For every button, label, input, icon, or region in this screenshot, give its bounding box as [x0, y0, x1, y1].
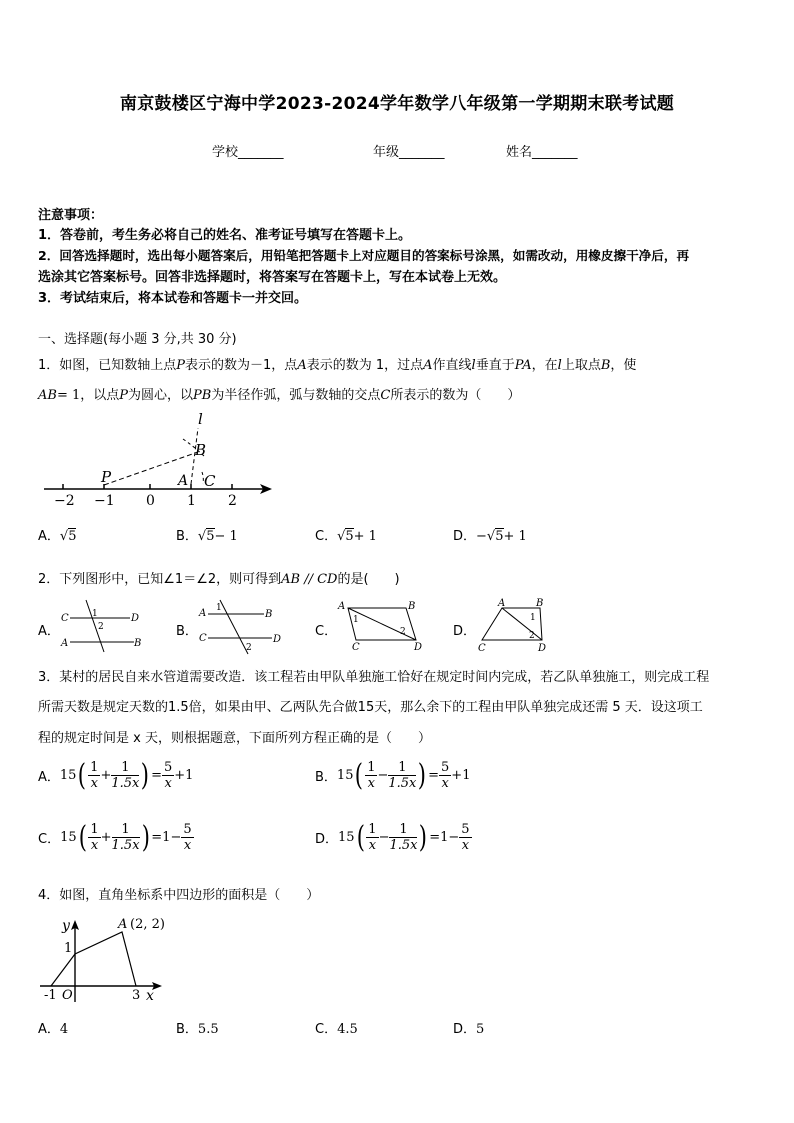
notice-item-3: 3．考试结束后，将本试卷和答题卡一并交回。	[38, 291, 308, 306]
q1-line-1: 1．如图，已知数轴上点P表示的数为－1，点A表示的数为 1，过点A作直线l垂直于PA，在l上取点B，使	[38, 358, 637, 373]
svg-text:D: D	[538, 643, 547, 654]
svg-text:1: 1	[353, 615, 359, 625]
q2-figure-a	[58, 598, 148, 654]
name-field: 姓名_______	[506, 145, 578, 160]
q3-option-a[interactable]: A． 15 ( $\frac{1}{x}$ + $\frac{1}{1.5x}$ ) = $\frac{5}{x}$ +1	[38, 757, 194, 793]
svg-text:D: D	[414, 642, 423, 653]
q1-option-b[interactable]: B．√5− 1	[176, 529, 238, 544]
notice-heading: 注意事项：	[38, 208, 104, 223]
svg-text:A: A	[199, 608, 207, 619]
svg-text:1: 1	[216, 603, 222, 613]
svg-text:x: x	[146, 988, 154, 1004]
svg-text:C: C	[478, 643, 486, 654]
notice-item-2b: 选涂其它答案标号。回答非选择题时，将答案写在答题卡上，写在本试卷上无效。	[38, 270, 507, 285]
q2-figure-b	[196, 598, 292, 656]
q1-line-2: AB= 1，以点P为圆心，以PB为半径作弧，弧与数轴的交点C所表示的数为（ ）	[38, 388, 521, 403]
svg-text:3: 3	[132, 988, 141, 1003]
q1-number-line-figure	[38, 408, 278, 512]
q3-line-3: 程的规定时间是 x 天，则根据题意，下面所列方程正确的是（ ）	[38, 731, 431, 746]
svg-text:1: 1	[530, 613, 536, 623]
q1-option-a[interactable]: A．√5	[38, 529, 77, 544]
svg-text:2: 2	[98, 622, 104, 632]
q1-option-c[interactable]: C．√5+ 1	[315, 529, 377, 544]
q2-option-a[interactable]: A．	[38, 624, 60, 639]
svg-text:C: C	[352, 642, 360, 653]
q3-option-b[interactable]: B． 15 ( $\frac{1}{x}$ − $\frac{1}{1.5x}$ ) = $\frac{5}{x}$ +1	[315, 757, 471, 793]
svg-text:1: 1	[64, 941, 73, 956]
svg-text:1: 1	[92, 609, 98, 619]
tick-label: −2	[54, 493, 75, 509]
svg-text:A: A	[118, 917, 128, 932]
q2-stem: 2．下列图形中，已知∠1＝∠2，则可得到AB // CD的是( )	[38, 572, 400, 587]
svg-text:(2, 2): (2, 2)	[130, 917, 165, 932]
svg-text:B: B	[536, 598, 544, 609]
q4-stem: 4．如图，直角坐标系中四边形的面积是（ ）	[38, 888, 320, 903]
q1-option-d[interactable]: D．−√5+ 1	[453, 529, 527, 544]
svg-text:A: A	[61, 638, 69, 649]
label-p: P	[101, 468, 112, 486]
svg-text:B: B	[265, 609, 273, 620]
q3-line-2: 所需天数是规定天数的1.5倍，如果由甲、乙两队先合做15天，那么余下的工程由甲队单独完成还需 5 天．设这项工	[38, 700, 703, 715]
q4-option-d[interactable]: D．5	[453, 1022, 485, 1037]
q3-option-c[interactable]: C． 15 ( $\frac{1}{x}$ + $\frac{1}{1.5x}$ ) = 1− $\frac{5}{x}$	[38, 819, 192, 855]
label-b: B	[195, 441, 207, 459]
tick-label: 0	[146, 493, 155, 509]
q4-coordinate-figure	[38, 910, 178, 1006]
q2-figure-d	[474, 598, 564, 654]
svg-text:2: 2	[246, 643, 252, 653]
label-c: C	[204, 472, 216, 490]
q2-figure-c	[336, 598, 426, 654]
svg-text:C: C	[199, 633, 207, 644]
svg-text:2: 2	[529, 631, 535, 641]
svg-text:B: B	[408, 601, 416, 612]
q3-line-1: 3．某村的居民自来水管道需要改造．该工程若由甲队单独施工恰好在规定时间内完成，若乙队单独施工，则完成工程	[38, 670, 710, 685]
tick-label: −1	[94, 493, 115, 509]
svg-text:A: A	[338, 601, 346, 612]
svg-text:B: B	[134, 638, 142, 649]
q2-option-c[interactable]: C．	[315, 624, 338, 639]
notice-item-2a: 2．回答选择题时，选出每小题答案后，用铅笔把答题卡上对应题目的答案标号涂黑，如需改动，用橡皮擦干净后，再	[38, 248, 690, 263]
section-heading: 一、选择题(每小题 3 分,共 30 分)	[38, 332, 237, 347]
svg-text:D: D	[273, 634, 282, 645]
q4-option-c[interactable]: C．4.5	[315, 1022, 358, 1037]
school-field: 学校_______	[212, 145, 284, 160]
grade-field: 年级_______	[373, 145, 445, 160]
notice-item-1: 1．答卷前，考生务必将自己的姓名、准考证号填写在答题卡上。	[38, 228, 412, 243]
svg-text:D: D	[131, 613, 140, 624]
svg-text:O: O	[62, 988, 73, 1003]
q2-option-b[interactable]: B．	[176, 624, 198, 639]
tick-label: 2	[228, 493, 237, 509]
svg-text:2: 2	[400, 627, 406, 637]
svg-text:C: C	[61, 613, 69, 624]
svg-text:A: A	[498, 598, 506, 609]
q4-option-b[interactable]: B．5.5	[176, 1022, 219, 1037]
label-a: A	[178, 473, 189, 489]
q2-option-d[interactable]: D．	[453, 624, 477, 639]
page-title: 南京鼓楼区宁海中学2023-2024学年数学八年级第一学期期末联考试题	[119, 94, 675, 114]
label-l: l	[198, 410, 203, 428]
q4-option-a[interactable]: A．4	[38, 1022, 69, 1037]
tick-label: 1	[187, 493, 196, 509]
svg-text:-1: -1	[44, 988, 57, 1003]
q3-option-d[interactable]: D． 15 ( $\frac{1}{x}$ − $\frac{1}{1.5x}$ ) = 1− $\frac{5}{x}$	[315, 819, 470, 855]
svg-text:y: y	[62, 918, 70, 934]
